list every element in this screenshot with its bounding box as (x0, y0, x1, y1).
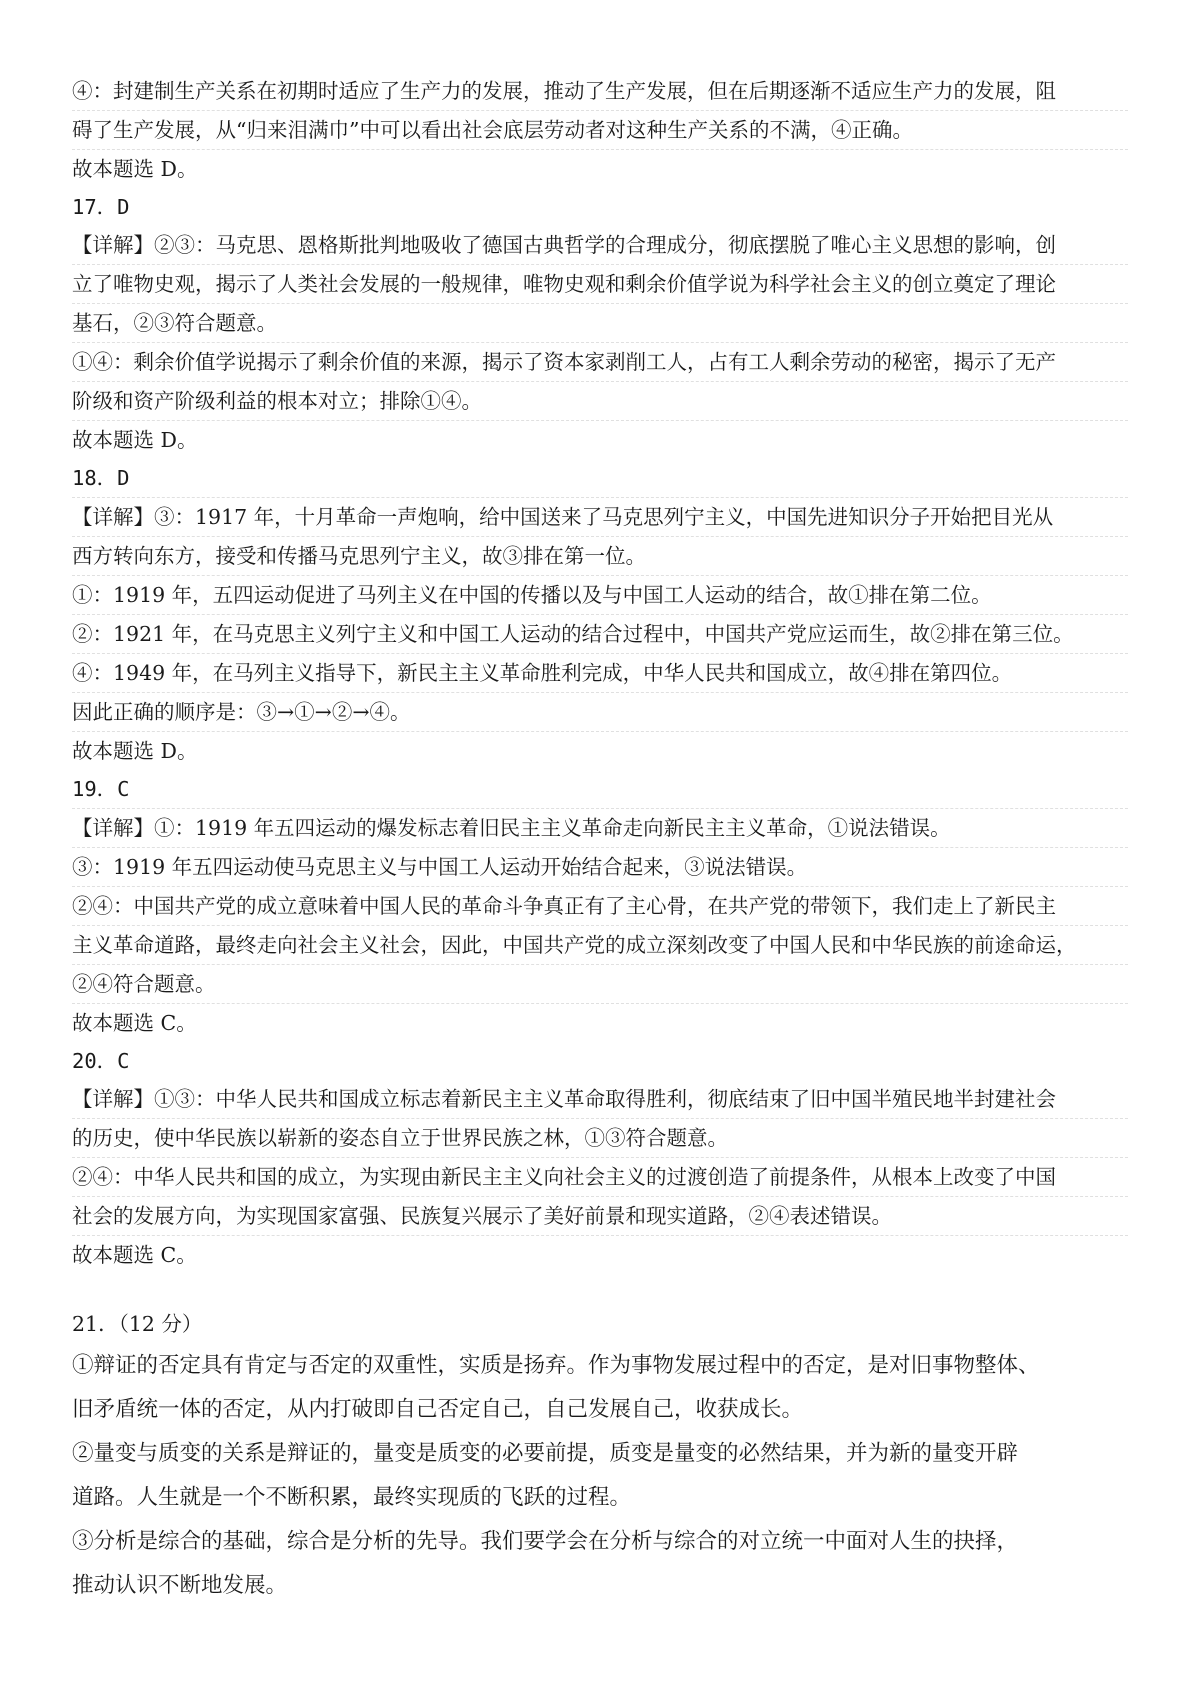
text-line: ④：封建制生产关系在初期时适应了生产力的发展，推动了生产发展，但在后期逐渐不适应生产力的发展，阻 (72, 72, 1128, 111)
text-line: 主义革命道路，最终走向社会主义社会，因此，中国共产党的成立深刻改变了中国人民和中华民族的前途命运， (72, 926, 1128, 965)
question-number: 19．C (72, 770, 1128, 809)
answer-conclusion: 故本题选 C。 (72, 1011, 197, 1035)
question-21 (72, 1304, 1128, 1608)
text-line: ①④：剩余价值学说揭示了剩余价值的来源，揭示了资本家剥削工人，占有工人剩余劳动的秘密，揭示了无产 (72, 343, 1128, 382)
question-20 (72, 1042, 1128, 1274)
answer-conclusion: 故本题选 D。 (72, 157, 198, 181)
text-line: 碍了生产发展，从“归来泪满巾”中可以看出社会底层劳动者对这种生产关系的不满，④正确。 (72, 111, 1128, 150)
text-line: 【详解】②③：马克思、恩格斯批判地吸收了德国古典哲学的合理成分，彻底摆脱了唯心主义思想的影响，创 (72, 226, 1128, 265)
text-line: 基石，②③符合题意。 (72, 304, 1128, 343)
text-line: ③分析是综合的基础，综合是分析的先导。我们要学会在分析与综合的对立统一中面对人生的抉择， (72, 1529, 1019, 1554)
q16-tail (72, 72, 1128, 188)
question-18 (72, 459, 1128, 770)
text-line: 旧矛盾统一体的否定，从内打破即自己否定自己，自己发展自己，收获成长。 (72, 1397, 804, 1422)
text-line: ③：1919 年五四运动使马克思主义与中国工人运动开始结合起来，③说法错误。 (72, 848, 1128, 887)
text-line: ②④：中国共产党的成立意味着中国人民的革命斗争真正有了主心骨，在共产党的带领下，我们走上了新民主 (72, 887, 1128, 926)
text-line: 【详解】①：1919 年五四运动的爆发标志着旧民主主义革命走向新民主主义革命，①说法错误。 (72, 809, 1128, 848)
text-line: ②：1921 年，在马克思主义列宁主义和中国工人运动的结合过程中，中国共产党应运而生，故②排在第三位。 (72, 615, 1128, 654)
text-line: 社会的发展方向，为实现国家富强、民族复兴展示了美好前景和现实道路，②④表述错误。 (72, 1197, 1128, 1236)
text-line: ②④：中华人民共和国的成立，为实现由新民主主义向社会主义的过渡创造了前提条件，从根本上改变了中国 (72, 1158, 1128, 1197)
text-line: ②④符合题意。 (72, 965, 1128, 1004)
question-number: 17．D (72, 195, 130, 219)
text-line: 立了唯物史观，揭示了人类社会发展的一般规律，唯物史观和剩余价值学说为科学社会主义的创立奠定了理论 (72, 265, 1128, 304)
question-17 (72, 188, 1128, 459)
text-line: 阶级和资产阶级利益的根本对立；排除①④。 (72, 382, 1128, 421)
text-line: 因此正确的顺序是：③→①→②→④。 (72, 693, 1128, 732)
text-line: ①：1919 年，五四运动促进了马列主义在中国的传播以及与中国工人运动的结合，故①排在第二位。 (72, 576, 1128, 615)
text-line: ①辩证的否定具有肯定与否定的双重性，实质是扬弃。作为事物发展过程中的否定，是对旧事物整体、 (72, 1353, 1040, 1378)
text-line: 【详解】①③：中华人民共和国成立标志着新民主主义革命取得胜利，彻底结束了旧中国半殖民地半封建社会 (72, 1080, 1128, 1119)
section-spacer (72, 1274, 1128, 1304)
question-number: 21．（12 分） (72, 1312, 203, 1336)
text-line: ②量变与质变的关系是辩证的，量变是质变的必要前提，质变是量变的必然结果，并为新的量变开辟 (72, 1441, 1019, 1466)
text-line: 道路。人生就是一个不断积累，最终实现质的飞跃的过程。 (72, 1485, 632, 1510)
answer-conclusion: 故本题选 D。 (72, 739, 198, 763)
text-line: 西方转向东方，接受和传播马克思列宁主义，故③排在第一位。 (72, 537, 1128, 576)
answer-conclusion: 故本题选 C。 (72, 1243, 197, 1267)
text-line: 推动认识不断地发展。 (72, 1573, 288, 1598)
question-number: 20．C (72, 1049, 130, 1073)
text-line: 【详解】③：1917 年，十月革命一声炮响，给中国送来了马克思列宁主义，中国先进知识分子开始把目光从 (72, 498, 1128, 537)
answer-conclusion: 故本题选 D。 (72, 428, 198, 452)
text-line: ④：1949 年，在马列主义指导下，新民主主义革命胜利完成，中华人民共和国成立，故④排在第四位。 (72, 654, 1128, 693)
text-line: 的历史，使中华民族以崭新的姿态自立于世界民族之林，①③符合题意。 (72, 1119, 1128, 1158)
question-number: 18．D (72, 459, 1128, 498)
question-19 (72, 770, 1128, 1042)
